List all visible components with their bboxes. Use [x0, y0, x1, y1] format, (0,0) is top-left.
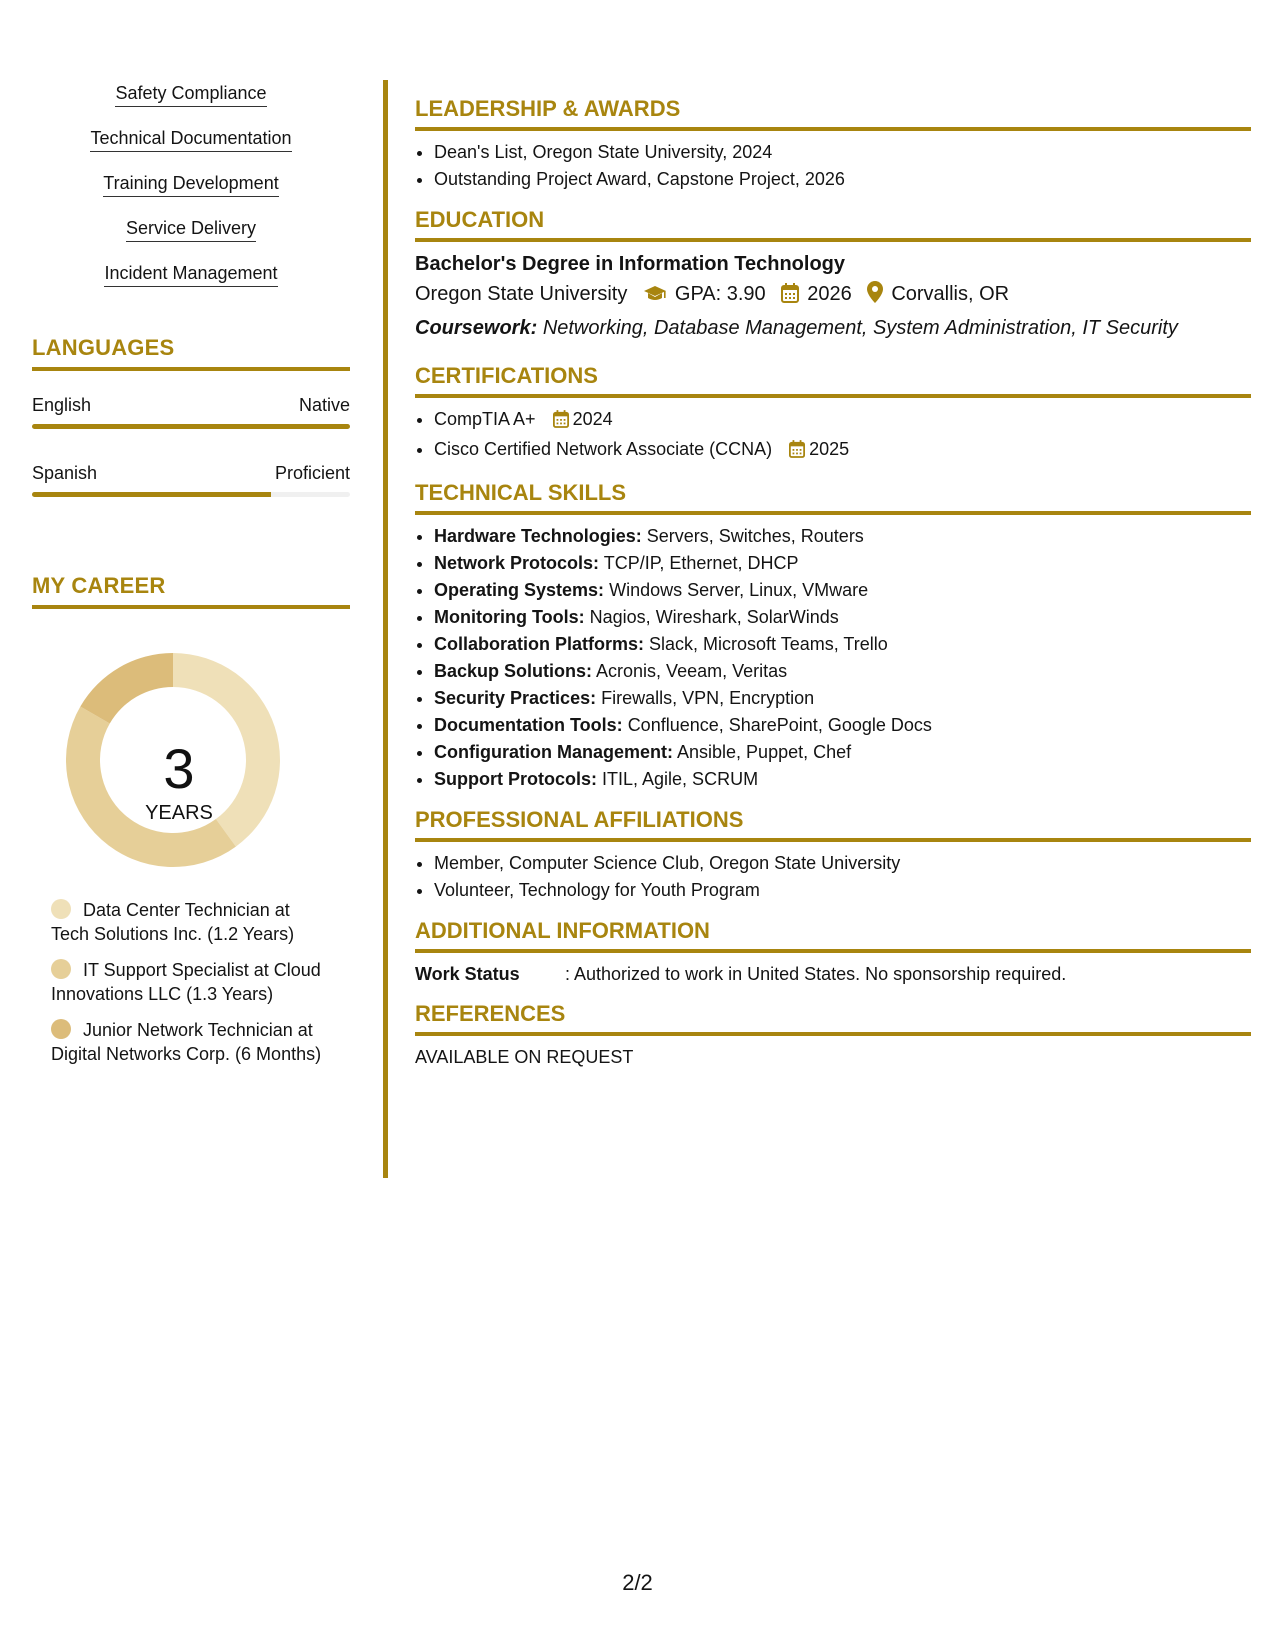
- column-divider: [383, 80, 388, 1178]
- language-level: Native: [298, 395, 350, 415]
- technical-skill-item: [434, 604, 1251, 631]
- degree-title: Bachelor's Degree in Information Technology: [415, 253, 846, 275]
- affiliations-section: [415, 807, 1251, 904]
- technical-skill-item: [434, 712, 1251, 739]
- page-number: 2/2: [622, 1570, 653, 1595]
- technical-skill-item: [434, 631, 1251, 658]
- career-legend: [32, 898, 350, 1066]
- skill-item: Service Delivery: [126, 217, 256, 242]
- section-heading: TECHNICAL SKILLS: [415, 480, 1251, 515]
- technical-skill-item: [434, 577, 1251, 604]
- location: Corvallis, OR: [891, 283, 1010, 305]
- career-legend-item: [51, 898, 331, 946]
- section-heading: EDUCATION: [415, 207, 1251, 242]
- references-text: AVAILABLE ON REQUEST: [415, 1047, 634, 1067]
- cert-name: Cisco Certified Network Associate (CCNA): [434, 439, 773, 459]
- technical-skills-list: [415, 523, 1251, 793]
- info-key: Work Status: [415, 964, 520, 984]
- career-section: [32, 573, 350, 1066]
- career-donut-chart: [32, 609, 350, 869]
- career-unit: YEARS: [145, 802, 213, 824]
- graduation-cap-icon: [643, 281, 667, 313]
- info-value: : Authorized to work in United States. No sponsorship required.: [565, 964, 1067, 984]
- location-pin-icon: [867, 281, 883, 313]
- career-legend-item: [51, 1018, 331, 1066]
- language-bar: [32, 424, 350, 429]
- skill-item: Technical Documentation: [90, 127, 291, 152]
- leadership-section: [415, 96, 1251, 193]
- career-legend-item: [51, 958, 331, 1006]
- list-item: • Dean's List, Oregon State University, 2024: [434, 139, 1251, 166]
- education-details: [415, 278, 1251, 313]
- language-name: Spanish: [32, 463, 98, 483]
- skill-label: Security Practices:: [434, 688, 597, 708]
- skill-label: Configuration Management:: [434, 742, 673, 762]
- right-column: [415, 96, 1251, 1084]
- legend-dot-icon: [51, 959, 71, 979]
- career-heading: MY CAREER: [32, 573, 350, 609]
- language-row: [32, 463, 350, 484]
- cert-name: CompTIA A+: [434, 409, 536, 429]
- donut-segment: [66, 707, 236, 868]
- legend-dot-icon: [51, 1019, 71, 1039]
- section-heading: LEADERSHIP & AWARDS: [415, 96, 1251, 131]
- calendar-icon: [553, 409, 569, 436]
- section-heading: CERTIFICATIONS: [415, 363, 1251, 398]
- technical-skill-item: [434, 685, 1251, 712]
- certifications-section: [415, 363, 1251, 466]
- skill-value: Windows Server, Linux, VMware: [609, 580, 869, 600]
- list-item: [434, 406, 1251, 436]
- cert-year: 2024: [572, 409, 613, 429]
- education-section: [415, 207, 1251, 343]
- section-heading: ADDITIONAL INFORMATION: [415, 918, 1251, 953]
- list-item: • Outstanding Project Award, Capstone Project, 2026: [434, 166, 1251, 193]
- skill-label: Support Protocols:: [434, 769, 597, 789]
- coursework-label: Coursework:: [415, 317, 538, 339]
- technical-skill-item: [434, 523, 1251, 550]
- technical-skill-item: [434, 550, 1251, 577]
- legend-dot-icon: [51, 899, 71, 919]
- coursework-list: Networking, Database Management, System Administration, IT Security: [542, 317, 1178, 339]
- graduation-year: 2026: [807, 283, 852, 305]
- calendar-icon: [781, 281, 799, 313]
- skill-label: Backup Solutions:: [434, 661, 593, 681]
- language-bar: [32, 492, 350, 497]
- skill-value: Slack, Microsoft Teams, Trello: [649, 634, 888, 654]
- skill-value: ITIL, Agile, SCRUM: [602, 769, 759, 789]
- info-row: [415, 961, 1251, 987]
- skill-label: Collaboration Platforms:: [434, 634, 645, 654]
- technical-skill-item: [434, 739, 1251, 766]
- language-name: English: [32, 395, 92, 415]
- section-heading: PROFESSIONAL AFFILIATIONS: [415, 807, 1251, 842]
- skill-value: Nagios, Wireshark, SolarWinds: [589, 607, 839, 627]
- legend-label: IT Support Specialist at Cloud Innovations LLC (1.3 Years): [51, 960, 321, 1004]
- language-bar-fill: [32, 424, 350, 429]
- skill-label: Hardware Technologies:: [434, 526, 642, 546]
- list-item: [434, 436, 1251, 466]
- skill-label: Network Protocols:: [434, 553, 600, 573]
- technical-skill-item: [434, 658, 1251, 685]
- list-item: • Volunteer, Technology for Youth Program: [434, 877, 1251, 904]
- skill-item: Incident Management: [104, 262, 277, 287]
- skill-label: Documentation Tools:: [434, 715, 623, 735]
- skill-label: Operating Systems:: [434, 580, 605, 600]
- additional-info-section: [415, 918, 1251, 987]
- cert-year: 2025: [809, 439, 850, 459]
- gpa: GPA: 3.90: [674, 283, 766, 305]
- skill-label: Monitoring Tools:: [434, 607, 585, 627]
- left-column: [32, 82, 350, 1078]
- school-name: Oregon State University: [415, 283, 628, 305]
- list-item: • Member, Computer Science Club, Oregon State University: [434, 850, 1251, 877]
- section-heading: REFERENCES: [415, 1001, 1251, 1036]
- languages-heading: LANGUAGES: [32, 335, 350, 371]
- skill-value: Ansible, Puppet, Chef: [677, 742, 852, 762]
- skill-value: Firewalls, VPN, Encryption: [601, 688, 815, 708]
- legend-label: Data Center Technician at Tech Solutions Inc. (1.2 Years): [51, 900, 295, 944]
- skill-value: Servers, Switches, Routers: [646, 526, 864, 546]
- skill-value: Acronis, Veeam, Veritas: [596, 661, 788, 681]
- languages-section: [32, 335, 350, 497]
- skill-item: Safety Compliance: [115, 82, 266, 107]
- skill-value: TCP/IP, Ethernet, DHCP: [603, 553, 799, 573]
- technical-skills-section: [415, 480, 1251, 793]
- skills-list: [32, 82, 350, 307]
- skill-value: Confluence, SharePoint, Google Docs: [627, 715, 932, 735]
- coursework: [415, 313, 1251, 343]
- calendar-icon: [789, 439, 805, 466]
- career-total: 3: [163, 737, 195, 800]
- legend-label: Junior Network Technician at Digital Networks Corp. (6 Months): [51, 1020, 322, 1064]
- references-section: [415, 1001, 1251, 1070]
- donut-segment: [80, 653, 173, 724]
- skill-item: Training Development: [103, 172, 278, 197]
- language-row: [32, 395, 350, 416]
- language-bar-fill: [32, 492, 271, 497]
- language-level: Proficient: [274, 463, 350, 483]
- technical-skill-item: [434, 766, 1251, 793]
